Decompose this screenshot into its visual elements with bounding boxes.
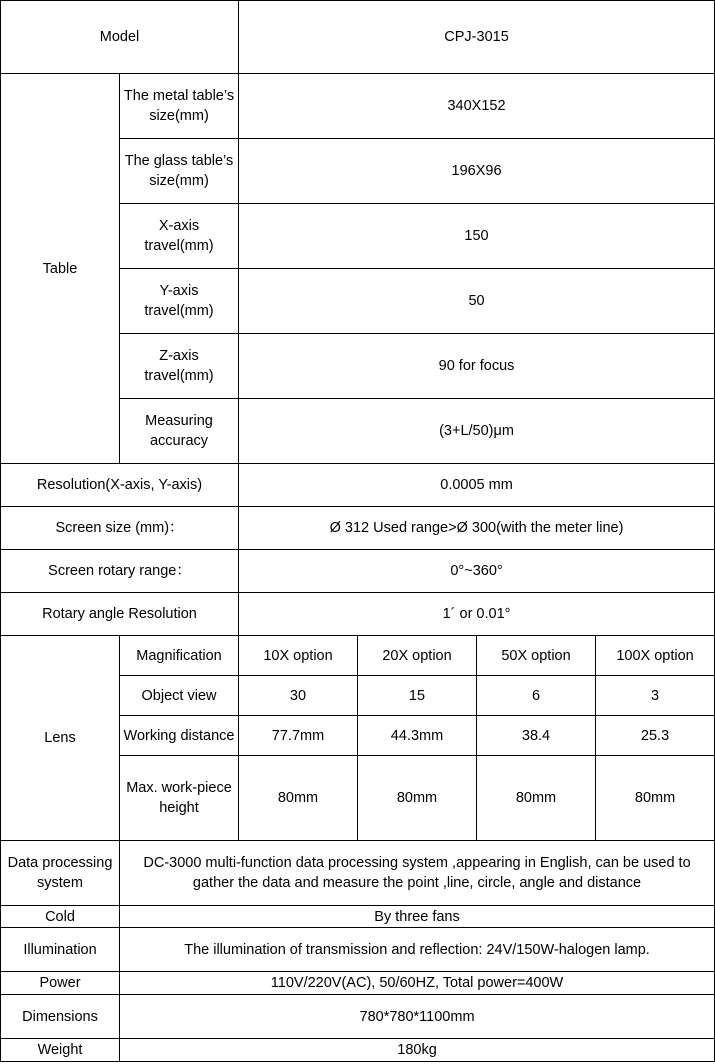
- object-view-value: 6: [477, 676, 596, 716]
- screen-rotary-label: Screen rotary range：: [1, 550, 239, 593]
- y-travel-value: 50: [239, 269, 715, 334]
- table-metal-size-label: The metal table’s size(mm): [120, 74, 239, 139]
- working-distance-value: 38.4: [477, 716, 596, 756]
- rotary-resolution-label: Rotary angle Resolution: [1, 593, 239, 636]
- table-glass-size-value: 196X96: [239, 139, 715, 204]
- max-height-value: 80mm: [596, 756, 715, 841]
- table-row: [1, 1039, 715, 1062]
- table-row: [1, 74, 715, 139]
- working-distance-value: 25.3: [596, 716, 715, 756]
- weight-value: 180kg: [120, 1039, 715, 1062]
- accuracy-label: Measuring accuracy: [120, 399, 239, 464]
- model-label: Model: [1, 1, 239, 74]
- table-row: [1, 995, 715, 1039]
- table-row: [1, 636, 715, 676]
- working-distance-value: 44.3mm: [358, 716, 477, 756]
- working-distance-label: Working distance: [120, 716, 239, 756]
- object-view-label: Object view: [120, 676, 239, 716]
- magnification-value: 20X option: [358, 636, 477, 676]
- magnification-label: Magnification: [120, 636, 239, 676]
- resolution-value: 0.0005 mm: [239, 464, 715, 507]
- data-processing-label: Data processing system: [1, 841, 120, 906]
- max-height-value: 80mm: [239, 756, 358, 841]
- table-glass-size-label: The glass table’s size(mm): [120, 139, 239, 204]
- max-height-value: 80mm: [477, 756, 596, 841]
- object-view-value: 15: [358, 676, 477, 716]
- table-section-label: Table: [1, 74, 120, 464]
- table-row: [1, 593, 715, 636]
- table-row: [1, 464, 715, 507]
- table-row: [1, 550, 715, 593]
- screen-rotary-value: 0°~360°: [239, 550, 715, 593]
- accuracy-value: (3+L/50)μm: [239, 399, 715, 464]
- table-row: [1, 928, 715, 972]
- object-view-value: 3: [596, 676, 715, 716]
- weight-label: Weight: [1, 1039, 120, 1062]
- max-height-label: Max. work-piece height: [120, 756, 239, 841]
- table-row: [1, 841, 715, 906]
- magnification-value: 10X option: [239, 636, 358, 676]
- rotary-resolution-value: 1´ or 0.01°: [239, 593, 715, 636]
- data-processing-value: DC-3000 multi-function data processing system ,appearing in English, can be used to gather the data and measure the point ,line, circle, angle and distance: [120, 841, 715, 906]
- z-travel-value: 90 for focus: [239, 334, 715, 399]
- table-row: [1, 906, 715, 928]
- x-travel-value: 150: [239, 204, 715, 269]
- z-travel-label: Z-axis travel(mm): [120, 334, 239, 399]
- dimensions-value: 780*780*1100mm: [120, 995, 715, 1039]
- screen-size-label: Screen size (mm)：: [1, 507, 239, 550]
- power-label: Power: [1, 972, 120, 995]
- model-value: CPJ-3015: [239, 1, 715, 74]
- table-row: [1, 507, 715, 550]
- max-height-value: 80mm: [358, 756, 477, 841]
- dimensions-label: Dimensions: [1, 995, 120, 1039]
- cold-label: Cold: [1, 906, 120, 928]
- table-row: [1, 1, 715, 74]
- object-view-value: 30: [239, 676, 358, 716]
- x-travel-label: X-axis travel(mm): [120, 204, 239, 269]
- magnification-value: 50X option: [477, 636, 596, 676]
- working-distance-value: 77.7mm: [239, 716, 358, 756]
- resolution-label: Resolution(X-axis, Y-axis): [1, 464, 239, 507]
- screen-size-value: Ø 312 Used range>Ø 300(with the meter line): [239, 507, 715, 550]
- table-row: [1, 972, 715, 995]
- power-value: 110V/220V(AC), 50/60HZ, Total power=400W: [120, 972, 715, 995]
- illumination-value: The illumination of transmission and reflection: 24V/150W-halogen lamp.: [120, 928, 715, 972]
- lens-label: Lens: [1, 636, 120, 841]
- table-metal-size-value: 340X152: [239, 74, 715, 139]
- y-travel-label: Y-axis travel(mm): [120, 269, 239, 334]
- magnification-value: 100X option: [596, 636, 715, 676]
- cold-value: By three fans: [120, 906, 715, 928]
- illumination-label: Illumination: [1, 928, 120, 972]
